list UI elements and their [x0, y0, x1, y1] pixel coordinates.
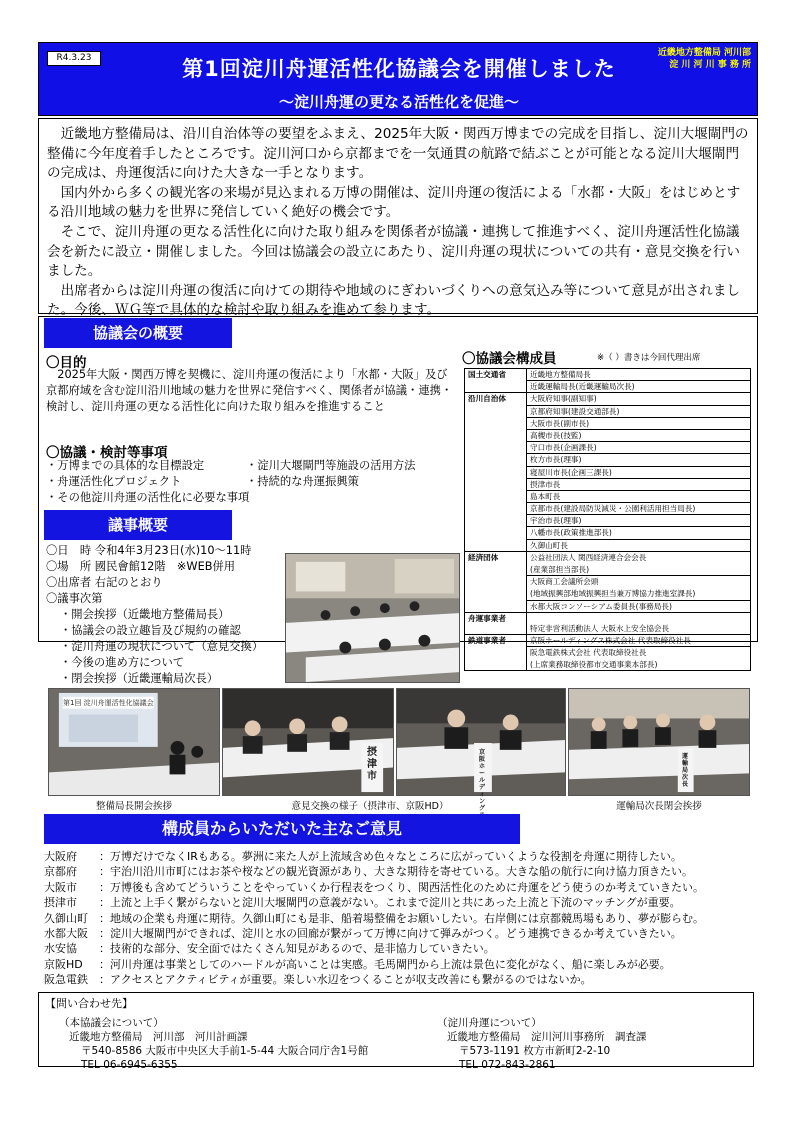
opinion-speaker: 水都大阪 — [44, 927, 88, 941]
intro-paragraph: 出席者からは淀川舟運の復活に向けての期待や地域のにぎわいづくりへの意気込み等について意見が出されました。今後、ＷＧ等で具体的な検討や取り組みを進めて参ります。 — [47, 282, 741, 319]
purpose-heading: 〇目的 — [46, 355, 87, 371]
contact-right-address: 〒573-1191 枚方市新町2-2-10 — [459, 1045, 611, 1057]
opening-photo — [48, 688, 220, 796]
member-cell: 近畿運輸局長(近畿運輸局次長) — [527, 381, 751, 393]
member-category: 舟運事業者 — [465, 612, 527, 634]
photo-caption-1: 整備局長開会挨拶 — [95, 801, 172, 812]
table-row — [465, 634, 751, 646]
members-note: ※（ ）書きは今回代理出席 — [597, 353, 701, 363]
member-cell: 大阪府知事(副知事) — [527, 393, 751, 405]
meeting-date: 〇日 時 令和4年3月23日(水)10～11時 — [46, 544, 252, 557]
member-category: 国土交通省 — [465, 369, 527, 393]
member-category: 経済団体 — [465, 551, 527, 612]
member-cell: 大阪商工会議所会頭 — [527, 576, 751, 588]
opinion-speaker: 阪急電鉄 — [44, 973, 88, 987]
contact-right-heading: （淀川舟運について） — [437, 1017, 542, 1029]
agenda-heading: 〇議事次第 — [46, 592, 103, 605]
meeting-room-photo-image — [286, 554, 459, 682]
member-cell: (上席業務取締役都市交通事業本部長) — [527, 659, 751, 671]
opinion-speaker: 水安協 — [44, 942, 77, 956]
members-table — [464, 368, 751, 671]
contact-right-tel: TEL 072-843-2861 — [459, 1059, 556, 1071]
member-cell: 特定非営利活動法人 大阪水上安全協会長 — [527, 612, 751, 634]
member-cell: 枚方市長(理事) — [527, 454, 751, 466]
sign-unyu: 運輸局次長 — [682, 753, 689, 788]
items-heading: 〇協議・検討等事項 — [46, 445, 168, 461]
list-item — [44, 957, 764, 972]
meeting-attendees: 〇出席者 右記のとおり — [46, 576, 163, 589]
table-row — [465, 551, 751, 563]
contact-left-address: 〒540-8586 大阪市中央区大手前1-5-44 大阪合同庁舎1号館 — [81, 1045, 369, 1057]
member-cell: 高槻市長(技監) — [527, 429, 751, 441]
page-subtitle: ～淀川舟運の更なる活性化を促進～ — [278, 93, 519, 111]
opinion-text: ：万博だけでなくIRもある。夢洲に来た人が上流域含め色々なところに広がっていくような役割を舟運に期待したい。 — [99, 850, 682, 863]
member-cell: 近畿地方整備局長 — [527, 369, 751, 381]
contact-right-org: 近畿地方整備局 淀川河川事務所 調査課 — [447, 1031, 647, 1043]
contact-right — [437, 1016, 647, 1072]
member-cell: 宇治市長(理事) — [527, 515, 751, 527]
organization-line-2: 淀 川 河 川 事 務 所 — [669, 60, 751, 70]
contact-title: 【問い合わせ先】 — [45, 997, 133, 1010]
opinion-speaker: 京阪HD — [44, 957, 83, 971]
closing-photo-image — [569, 689, 749, 795]
list-item — [44, 972, 764, 987]
contact-left — [59, 1016, 368, 1072]
meeting-place: 〇場 所 國民會館12階 ※WEB併用 — [46, 560, 236, 573]
list-item — [44, 880, 764, 895]
member-cell: 島本町長 — [527, 490, 751, 502]
overview-section-bar: 協議会の概要 — [44, 318, 232, 348]
member-cell: 京阪ホールディングス株式会社 代表取締役社長 — [527, 634, 751, 646]
opinion-speaker: 京都府 — [44, 865, 77, 879]
screen-text: 第1回 淀川舟運活性化協議会 — [63, 699, 154, 707]
member-cell: 寝屋川市長(企画三課長) — [527, 466, 751, 478]
table-row — [465, 612, 751, 634]
opinion-speaker: 久御山町 — [44, 911, 88, 925]
opinion-text: ：宇治川沿川市町にはお茶や桜などの観光資源があり、大きな期待を寄せている。大きな船の航行に向け協力頂きたい。 — [99, 865, 693, 879]
item: ・持続的な舟運振興策 — [246, 475, 359, 488]
photo-caption-2: 意見交換の様子（摂津市、京阪HD） — [291, 801, 449, 812]
intro-box — [38, 118, 758, 319]
list-item — [44, 941, 764, 956]
member-cell: 水都大阪コンソーシアム委員長(事務局長) — [527, 600, 751, 612]
opinion-text: ：万博後も含めてどういうことをやっていくか行程表をつくり、関西活性化のために舟運をどう使うのか考えていきたい。 — [99, 880, 704, 894]
member-cell: 京都府知事(建設交通部長) — [527, 405, 751, 417]
sign-settsu: 摂津市 — [367, 747, 377, 782]
contact-box — [38, 992, 754, 1071]
item: ・淀川大堰閘門等施設の活用方法 — [246, 459, 416, 472]
agenda-item: ・開会挨拶（近畿地方整備局長） — [60, 608, 230, 621]
member-category: 沿川自治体 — [465, 393, 527, 551]
item: ・その他淀川舟運の活性化に必要な事項 — [46, 491, 250, 504]
list-item — [44, 864, 764, 879]
date-badge: R4.3.23 — [47, 51, 101, 66]
opinion-speaker: 大阪府 — [44, 850, 77, 863]
photo-caption-3: 運輸局次長閉会挨拶 — [616, 801, 702, 812]
item: ・舟運活性化プロジェクト — [46, 475, 182, 488]
agenda-item: ・閉会挨拶（近畿運輸局次長） — [60, 672, 219, 685]
meeting-room-photo — [285, 553, 460, 683]
members-heading: 〇協議会構成員 — [462, 351, 557, 367]
member-cell: 公益社団法人 関西経済連合会会長 — [527, 551, 751, 563]
intro-paragraph: 国内外から多くの観光客の来場が見込まれる万博の開催は、淀川舟運の復活による「水都・大阪」をはじめとする沿川地域の魅力を世界に発信していく絶好の機会です。 — [47, 184, 741, 221]
contact-left-org: 近畿地方整備局 河川部 河川計画課 — [69, 1031, 248, 1043]
opinion-text: ：アクセスとアクティビティが重要。楽しい水辺をつくることが収支改善にも繋がるのではないか。 — [99, 973, 592, 987]
minutes-section-bar: 議事概要 — [44, 510, 232, 540]
organization-line-1: 近畿地方整備局 河川部 — [657, 48, 751, 58]
opinion-speaker: 摂津市 — [44, 896, 77, 910]
opinions-list — [44, 849, 764, 988]
agenda-item: ・今後の進め方について — [60, 656, 185, 669]
agenda-item: ・淀川舟運の現状について（意見交換） — [60, 640, 264, 653]
opinion-text: ：地域の企業も舟運に期待。久御山町にも是非、船着場整備をお願いしたい。右岸側には京都競馬場もあり、夢が膨らむ。 — [99, 911, 704, 925]
intro-paragraph: そこで、淀川舟運の更なる活性化に向けた取り組みを関係者が協議・連携して推進すべく、淀川舟運活性化協議会を新たに設立・開催しました。今回は協議会の設立にあたり、淀川舟運の現状についての共有・意見交換を行いました。 — [47, 223, 741, 280]
sign-keihan: 京阪ホールディング — [479, 749, 486, 812]
opinion-text: ：淀川大堰閘門ができれば、淀川と水の回廊が繋がって万博に向けて弾みがつく。どう連携できるか考えていきたい。 — [99, 927, 682, 941]
table-row — [465, 393, 751, 405]
opinion-text: ：上流と上手く繋がらないと淀川大堰閘門の意義がない。これまで淀川と共にあった上流と下流のマッチングが重要。 — [99, 896, 681, 910]
member-cell: 八幡市長(政策推進部長) — [527, 527, 751, 539]
member-cell: 大阪市長(副市長) — [527, 417, 751, 429]
list-item — [44, 926, 764, 941]
header-banner — [38, 42, 758, 116]
member-cell: 京都市長(建設局防災減災・公園利活用担当局長) — [527, 503, 751, 515]
page-title: 第1回淀川舟運活性化協議会を開催しました — [182, 57, 616, 81]
list-item — [44, 911, 764, 926]
item: ・万博までの具体的な目標設定 — [46, 459, 205, 472]
organization-label — [658, 47, 751, 71]
member-cell: 摂津市長 — [527, 478, 751, 490]
agenda-item: ・協議会の設立趣旨及び規約の確認 — [60, 624, 241, 637]
opinion-text: ：河川舟運は事業としてのハードルが高いことは実感。毛馬閘門から上流は景色に変化がなく、船に楽しみが必要。 — [99, 957, 671, 971]
member-cell: 守口市長(企画課長) — [527, 442, 751, 454]
member-cell: 阪急電鉄株式会社 代表取締役社長 — [527, 646, 751, 658]
list-item — [44, 849, 764, 864]
table-row — [465, 369, 751, 381]
member-category: 鉄道事業者 — [465, 634, 527, 671]
member-cell: 久御山町長 — [527, 539, 751, 551]
opinions-section-bar: 構成員からいただいた主なご意見 — [44, 814, 520, 844]
contact-left-tel: TEL 06-6945-6355 — [81, 1059, 178, 1071]
intro-paragraph: 近畿地方整備局は、沿川自治体等の要望をふまえ、2025年大阪・関西万博までの完成を目指し、淀川大堰閘門の整備に今年度着手したところです。淀川河口から京都までを一気通貫の航路で結ぶことが可能となる淀川大堰閘門の完成は、舟運復活に向けた大きな一手となります。 — [47, 126, 749, 182]
purpose-text: 2025年大阪・関西万博を契機に、淀川舟運の復活により「水都・大阪」及び京都府域を含む淀川沿川地域の魅力を世界に発信すべく、関係者が協議・連携・検討し、淀川舟運の更なる活性化に向けた取り組みを推進すること — [46, 368, 453, 413]
contact-left-heading: （本協議会について） — [59, 1017, 164, 1029]
member-cell: (産業部担当部長) — [527, 564, 751, 576]
discussion-photo-2 — [396, 688, 566, 812]
member-cell: (地域振興部地域振興担当兼万博協力推進室課長) — [527, 588, 751, 600]
opinion-speaker: 大阪市 — [44, 880, 77, 894]
opinion-text: ：技術的な部分、安全面ではたくさん知見があるので、是非協力していきたい。 — [99, 942, 495, 956]
closing-photo — [568, 688, 750, 796]
list-item — [44, 895, 764, 910]
discussion-photo-1 — [222, 688, 394, 796]
